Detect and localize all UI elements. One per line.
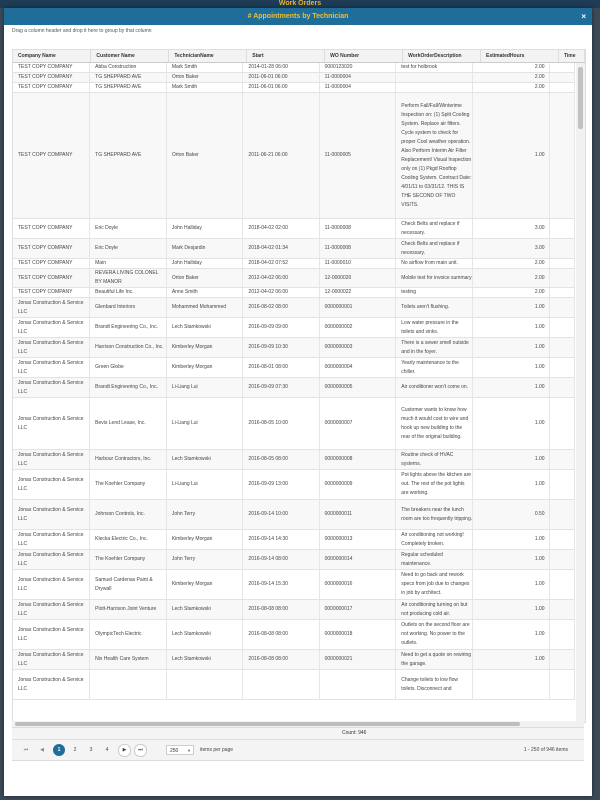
table-cell: 2.00	[473, 63, 549, 73]
table-cell: Jonas Construction & Service LLC	[13, 600, 90, 620]
table-cell: TEST COPY COMPANY	[13, 269, 90, 288]
table-row[interactable]	[13, 269, 575, 288]
pager	[12, 740, 584, 761]
table-cell: 11-0000005	[319, 93, 396, 219]
table-cell	[549, 600, 574, 620]
table-cell	[549, 670, 574, 700]
table-row[interactable]	[13, 239, 575, 259]
vertical-scrollbar[interactable]	[576, 63, 585, 722]
table-cell: 2016-09-09 09:00	[243, 318, 319, 338]
table-cell	[166, 670, 243, 700]
table-cell	[549, 450, 574, 470]
table-cell	[549, 63, 574, 73]
table-cell: 0000000004	[319, 358, 396, 378]
table-cell: Mark Smith	[166, 63, 243, 73]
table-cell: 3.00	[473, 219, 549, 239]
app-title-bar	[0, 0, 600, 8]
table-cell: Jonas Construction & Service LLC	[13, 450, 90, 470]
table-cell: 1.00	[473, 298, 549, 318]
table-cell: 0000000009	[319, 470, 396, 500]
table-cell: 2014-01-28 06:00	[243, 63, 319, 73]
table-cell: 1.00	[473, 600, 549, 620]
table-row[interactable]	[13, 63, 575, 73]
table-cell: 2016-09-14 08:00	[243, 550, 319, 570]
table-cell: Check Belts and replace if necessary.	[396, 239, 473, 259]
table-cell: There is a sewer smell outside and in the foyer.	[396, 338, 473, 358]
column-header[interactable]: WO Number	[325, 50, 403, 63]
table-cell: Low water pressure in the toilets and sinks.	[396, 318, 473, 338]
count-footer	[12, 727, 584, 740]
table-cell: Li-Liang Lui	[166, 398, 243, 450]
table-cell	[473, 670, 549, 700]
table-cell: 2.00	[473, 288, 549, 298]
table-cell: Air conditioning turning on but not producing cold air.	[396, 600, 473, 620]
table-cell: 0000000013	[319, 530, 396, 550]
first-page-button[interactable]: ⏮	[23, 747, 29, 753]
table-cell: 2016-08-02 08:00	[243, 298, 319, 318]
table-cell: Lech Stamkowski	[166, 650, 243, 670]
table-cell: 0000000017	[319, 600, 396, 620]
page-button-1[interactable]: 1	[53, 744, 65, 756]
table-cell: OlympicTech Electric	[90, 620, 167, 650]
table-cell: 0000000016	[319, 570, 396, 600]
table-cell: TEST COPY COMPANY	[13, 239, 90, 259]
page-button-3[interactable]: 3	[89, 747, 93, 753]
per-page-label: items per page	[200, 747, 234, 753]
table-cell: Jonas Construction & Service LLC	[13, 470, 90, 500]
table-cell: 2016-08-08 08:00	[243, 650, 319, 670]
table-cell: 1.00	[473, 470, 549, 500]
table-cell: Jonas Construction & Service LLC	[13, 570, 90, 600]
close-icon[interactable]: ×	[581, 12, 586, 21]
next-page-button[interactable]: ▶	[118, 744, 131, 757]
table-cell: Check Belts and replace if necessary.	[396, 219, 473, 239]
table-cell: 1.00	[473, 93, 549, 219]
app-title: Work Orders	[278, 0, 322, 7]
table-cell: Nix Health Care System	[90, 650, 167, 670]
table-row[interactable]	[13, 83, 575, 93]
table-cell	[549, 358, 574, 378]
table-cell: 0000000014	[319, 550, 396, 570]
table-cell: 12-0000022	[319, 288, 396, 298]
table-cell: 2016-09-14 15:30	[243, 570, 319, 600]
modal-title: # Appointments by Technician	[247, 13, 349, 20]
column-header[interactable]: Company Name	[13, 50, 91, 63]
table-cell: testing	[396, 288, 473, 298]
table-cell: 2012-04-02 06:00	[243, 269, 319, 288]
table-cell: TG SHEPPARD AVE	[90, 93, 167, 219]
table-cell: Kimberley Morgan	[166, 530, 243, 550]
table-cell: 2.00	[473, 73, 549, 83]
column-header[interactable]: WorkOrderDescription	[403, 50, 481, 63]
table-cell	[549, 550, 574, 570]
table-cell: The Koehler Company	[90, 550, 167, 570]
table-cell: 2018-04-02 01:34	[243, 239, 319, 259]
table-row[interactable]	[13, 358, 575, 378]
table-cell: 2011-06-01 06:00	[243, 83, 319, 93]
table-cell: Jonas Construction & Service LLC	[13, 358, 90, 378]
table-cell: 1.00	[473, 450, 549, 470]
table-cell: 11-0000004	[319, 73, 396, 83]
table-row[interactable]	[13, 338, 575, 358]
table-cell: Perform Fall/Fall/Winterime Inspection on: (1) Split Cooling System. Replace air filters. Cycle system to check for proper Cool weather operation. Also Perform Interim Air Filter Replacement/ Visual Inspection only on (1) Pkgd Rooftop Cooling System. Contract Date: 4/01/11 to 03/31/12. THIS IS THE SECOND OF TWO VISITS.	[396, 93, 473, 219]
table-cell	[549, 650, 574, 670]
table-cell	[549, 219, 574, 239]
table-row[interactable]	[13, 259, 575, 269]
range-label: 1 - 250 of 946 items	[523, 747, 568, 753]
table-cell: 0000000008	[319, 450, 396, 470]
table-cell: Air conditioning not working! Completely broken.	[396, 530, 473, 550]
grid-header	[13, 50, 585, 63]
table-cell: 12-0000020	[319, 269, 396, 288]
table-cell: TEST COPY COMPANY	[13, 288, 90, 298]
table-row[interactable]	[13, 470, 575, 500]
table-cell: TEST COPY COMPANY	[13, 63, 90, 73]
table-cell: Anne Smith	[166, 288, 243, 298]
table-cell: 2016-09-14 10:00	[243, 500, 319, 530]
table-cell: Outlets on the second floor are not working. No power to the outlets.	[396, 620, 473, 650]
table-cell: Jonas Construction & Service LLC	[13, 338, 90, 358]
page-size-value: 250	[170, 748, 179, 754]
table-cell: Glenbard Interiors	[90, 298, 167, 318]
table-cell: John Halliday	[166, 259, 243, 269]
table-cell: John Terry	[166, 500, 243, 530]
table-cell: 0.50	[473, 500, 549, 530]
table-cell: Beautiful Life Inc.	[90, 288, 167, 298]
table-cell	[549, 298, 574, 318]
table-cell: The Koehler Company	[90, 470, 167, 500]
table-cell: 1.00	[473, 338, 549, 358]
table-cell: Li-Liang Lui	[166, 470, 243, 500]
column-header[interactable]: Time	[558, 50, 584, 63]
table-cell: Orton Baker	[166, 73, 243, 83]
table-cell: TG SHEPPARD AVE	[90, 83, 167, 93]
table-cell: TEST COPY COMPANY	[13, 93, 90, 219]
table-cell: Jonas Construction & Service LLC	[13, 550, 90, 570]
table-cell: Lech Stamkowski	[166, 600, 243, 620]
table-cell: Need to get a quote on rewiring the garage.	[396, 650, 473, 670]
table-cell: 2011-06-01 06:00	[243, 73, 319, 83]
group-hint: Drag a column header and drop it here to group by that column	[12, 28, 152, 34]
table-cell: 1.00	[473, 620, 549, 650]
table-cell	[319, 670, 396, 700]
table-cell: Jonas Construction & Service LLC	[13, 620, 90, 650]
table-cell: 2.00	[473, 259, 549, 269]
table-cell	[243, 670, 319, 700]
table-cell: 2016-08-05 08:00	[243, 450, 319, 470]
table-row[interactable]	[13, 378, 575, 398]
table-cell: Bevis Lend Lease, Inc.	[90, 398, 167, 450]
table-cell: 0000000003	[319, 338, 396, 358]
table-cell: 2016-09-14 14:30	[243, 530, 319, 550]
table-cell: Lech Stamkowski	[166, 318, 243, 338]
table-cell: Abba Construction	[90, 63, 167, 73]
table-cell: Need to go back and rework specs from job due to changes in job by architect.	[396, 570, 473, 600]
table-cell: TEST COPY COMPANY	[13, 219, 90, 239]
table-cell: 11-0000004	[319, 83, 396, 93]
column-header[interactable]: TechnicianName	[169, 50, 247, 63]
table-cell: Eric Doyle	[90, 239, 167, 259]
page-size-select[interactable]	[166, 745, 194, 755]
table-cell: 1.00	[473, 318, 549, 338]
table-cell: Lech Stamkowski	[166, 620, 243, 650]
table-cell: Jonas Construction & Service LLC	[13, 670, 90, 700]
table-cell	[549, 83, 574, 93]
table-cell	[549, 288, 574, 298]
table-cell: Li-Liang Lui	[166, 378, 243, 398]
table-cell: Plott-Harrison Joint Venture	[90, 600, 167, 620]
table-cell: Jonas Construction & Service LLC	[13, 650, 90, 670]
table-cell: REVERA LIVING COLONEL BY MANOR	[90, 269, 167, 288]
table-cell: Jonas Construction & Service LLC	[13, 398, 90, 450]
table-row[interactable]	[13, 398, 575, 450]
count-label: Count: 946	[342, 730, 367, 736]
table-row[interactable]	[13, 550, 575, 570]
table-row[interactable]	[13, 73, 575, 83]
table-cell: 0000000002	[319, 318, 396, 338]
table-cell: Toilets aren't flushing.	[396, 298, 473, 318]
table-cell: Samuel Cardenas Paint & Drywall	[90, 570, 167, 600]
table-cell: 0000000018	[319, 620, 396, 650]
table-cell: 0000000021	[319, 650, 396, 670]
table-cell: Harbour Contractors, Inc.	[90, 450, 167, 470]
table-cell: 11-0000008	[319, 239, 396, 259]
table-cell: 0000123020	[319, 63, 396, 73]
table-cell	[549, 259, 574, 269]
table-cell: 2011-06-21 06:00	[243, 93, 319, 219]
table-cell: The breakers near the lunch room are too frequently tripping.	[396, 500, 473, 530]
table-cell: 1.00	[473, 378, 549, 398]
table-cell: 11-0000010	[319, 259, 396, 269]
group-drop-panel[interactable]	[12, 25, 572, 37]
column-header[interactable]: EstimatedHours	[481, 50, 559, 63]
table-cell: 2016-08-01 08:00	[243, 358, 319, 378]
appointments-grid	[12, 49, 586, 723]
table-cell	[549, 93, 574, 219]
table-cell: Customer wants to know how much it would cost to wire and hook up new building to the rear of the original building.	[396, 398, 473, 450]
table-cell: 1.00	[473, 398, 549, 450]
column-header[interactable]: Start	[247, 50, 325, 63]
table-cell: Lech Stamkowski	[166, 450, 243, 470]
table-cell	[549, 398, 574, 450]
table-cell: 3.00	[473, 239, 549, 259]
table-cell: Jonas Construction & Service LLC	[13, 378, 90, 398]
table-cell: TEST COPY COMPANY	[13, 83, 90, 93]
table-cell: Mark Smith	[166, 83, 243, 93]
table-cell: Brandt Engineering Co., Inc.	[90, 318, 167, 338]
last-page-button[interactable]: ⏭	[134, 744, 147, 757]
horizontal-scroll-thumb[interactable]	[15, 722, 520, 726]
table-row[interactable]	[13, 219, 575, 239]
chevron-down-icon: ▼	[187, 748, 191, 753]
table-cell: 2.00	[473, 269, 549, 288]
table-cell: Kimberley Morgan	[166, 338, 243, 358]
table-cell	[549, 318, 574, 338]
table-cell: 2016-09-09 13:00	[243, 470, 319, 500]
page-button-2[interactable]: 2	[73, 747, 77, 753]
table-cell	[549, 500, 574, 530]
table-row[interactable]	[13, 318, 575, 338]
table-cell: Yearly maintenance to the chiller.	[396, 358, 473, 378]
table-row[interactable]	[13, 670, 575, 700]
table-cell: Jonas Construction & Service LLC	[13, 318, 90, 338]
table-cell	[396, 73, 473, 83]
table-row[interactable]	[13, 570, 575, 600]
table-cell: 2.00	[473, 83, 549, 93]
table-cell: 1.00	[473, 358, 549, 378]
table-cell: Jonas Construction & Service LLC	[13, 500, 90, 530]
modal-header	[4, 8, 592, 25]
table-cell: 2018-04-02 07:52	[243, 259, 319, 269]
table-cell: Green Globe	[90, 358, 167, 378]
prev-page-button[interactable]: ◀	[40, 747, 44, 753]
table-cell: John Halliday	[166, 219, 243, 239]
table-row[interactable]	[13, 600, 575, 620]
table-cell: Kimberley Morgan	[166, 570, 243, 600]
table-cell: 2018-04-02 02:00	[243, 219, 319, 239]
table-cell: 2016-09-09 07:30	[243, 378, 319, 398]
table-cell: Orton Baker	[166, 269, 243, 288]
table-cell: Mohammed Mohammed	[166, 298, 243, 318]
table-cell	[549, 620, 574, 650]
table-row[interactable]	[13, 530, 575, 550]
table-cell: John Terry	[166, 550, 243, 570]
table-cell: Harrison Construction Co., Inc.	[90, 338, 167, 358]
table-cell: Brandt Engineering Co., Inc.	[90, 378, 167, 398]
vertical-scroll-thumb[interactable]	[578, 67, 583, 129]
table-cell: Jonas Construction & Service LLC	[13, 298, 90, 318]
table-cell: TG SHEPPARD AVE	[90, 73, 167, 83]
table-cell	[549, 570, 574, 600]
table-cell: 0000000007	[319, 398, 396, 450]
table-cell: 2016-08-08 08:00	[243, 600, 319, 620]
table-cell: Routine check of HVAC systems.	[396, 450, 473, 470]
table-cell: TEST COPY COMPANY	[13, 259, 90, 269]
background-strip	[592, 8, 600, 800]
table-cell: 2016-08-05 10:00	[243, 398, 319, 450]
table-row[interactable]	[13, 288, 575, 298]
table-cell: 1.00	[473, 550, 549, 570]
table-cell: Orton Baker	[166, 93, 243, 219]
table-cell	[549, 530, 574, 550]
table-cell: Jonas Construction & Service LLC	[13, 530, 90, 550]
table-cell: Johnson Controls, Inc.	[90, 500, 167, 530]
table-cell	[549, 269, 574, 288]
table-cell: 0000000001	[319, 298, 396, 318]
table-cell	[90, 670, 167, 700]
table-cell: 1.00	[473, 530, 549, 550]
table-cell	[549, 338, 574, 358]
table-cell	[549, 239, 574, 259]
table-cell: 2016-09-09 10:30	[243, 338, 319, 358]
table-cell: 11-0000008	[319, 219, 396, 239]
table-row[interactable]	[13, 93, 575, 219]
table-row[interactable]	[13, 450, 575, 470]
table-cell: Air conditioner won't come on.	[396, 378, 473, 398]
table-cell: Main	[90, 259, 167, 269]
table-cell: 0000000005	[319, 378, 396, 398]
table-cell	[549, 73, 574, 83]
table-cell	[549, 378, 574, 398]
table-cell: Eric Doyle	[90, 219, 167, 239]
table-cell: 2012-04-02 06:00	[243, 288, 319, 298]
table-row[interactable]	[13, 650, 575, 670]
table-cell: Regular scheduled maintenance.	[396, 550, 473, 570]
table-cell: 2016-08-08 08:00	[243, 620, 319, 650]
table-cell: 0000000011	[319, 500, 396, 530]
table-cell: Mobile test for invoice summary	[396, 269, 473, 288]
table-cell: TEST COPY COMPANY	[13, 73, 90, 83]
table-cell: Mark Desjardin	[166, 239, 243, 259]
column-header[interactable]: Customer Name	[91, 50, 169, 63]
table-cell	[549, 470, 574, 500]
table-cell: Change toilets to low flow toilets. Disconnect and	[396, 670, 473, 700]
table-row[interactable]	[13, 620, 575, 650]
table-row[interactable]	[13, 500, 575, 530]
table-cell: 1.00	[473, 570, 549, 600]
grid-body[interactable]	[13, 63, 575, 722]
table-cell: 1.00	[473, 650, 549, 670]
table-cell: test for holbrook	[396, 63, 473, 73]
table-row[interactable]	[13, 298, 575, 318]
table-cell: Kimberley Morgan	[166, 358, 243, 378]
table-cell: No airflow from main unit.	[396, 259, 473, 269]
page-button-4[interactable]: 4	[105, 747, 109, 753]
table-cell	[396, 83, 473, 93]
table-cell: Pot lights above the kitchen are out. The rest of the pot lights are working.	[396, 470, 473, 500]
table-cell: Klecka Electric Co., Inc.	[90, 530, 167, 550]
